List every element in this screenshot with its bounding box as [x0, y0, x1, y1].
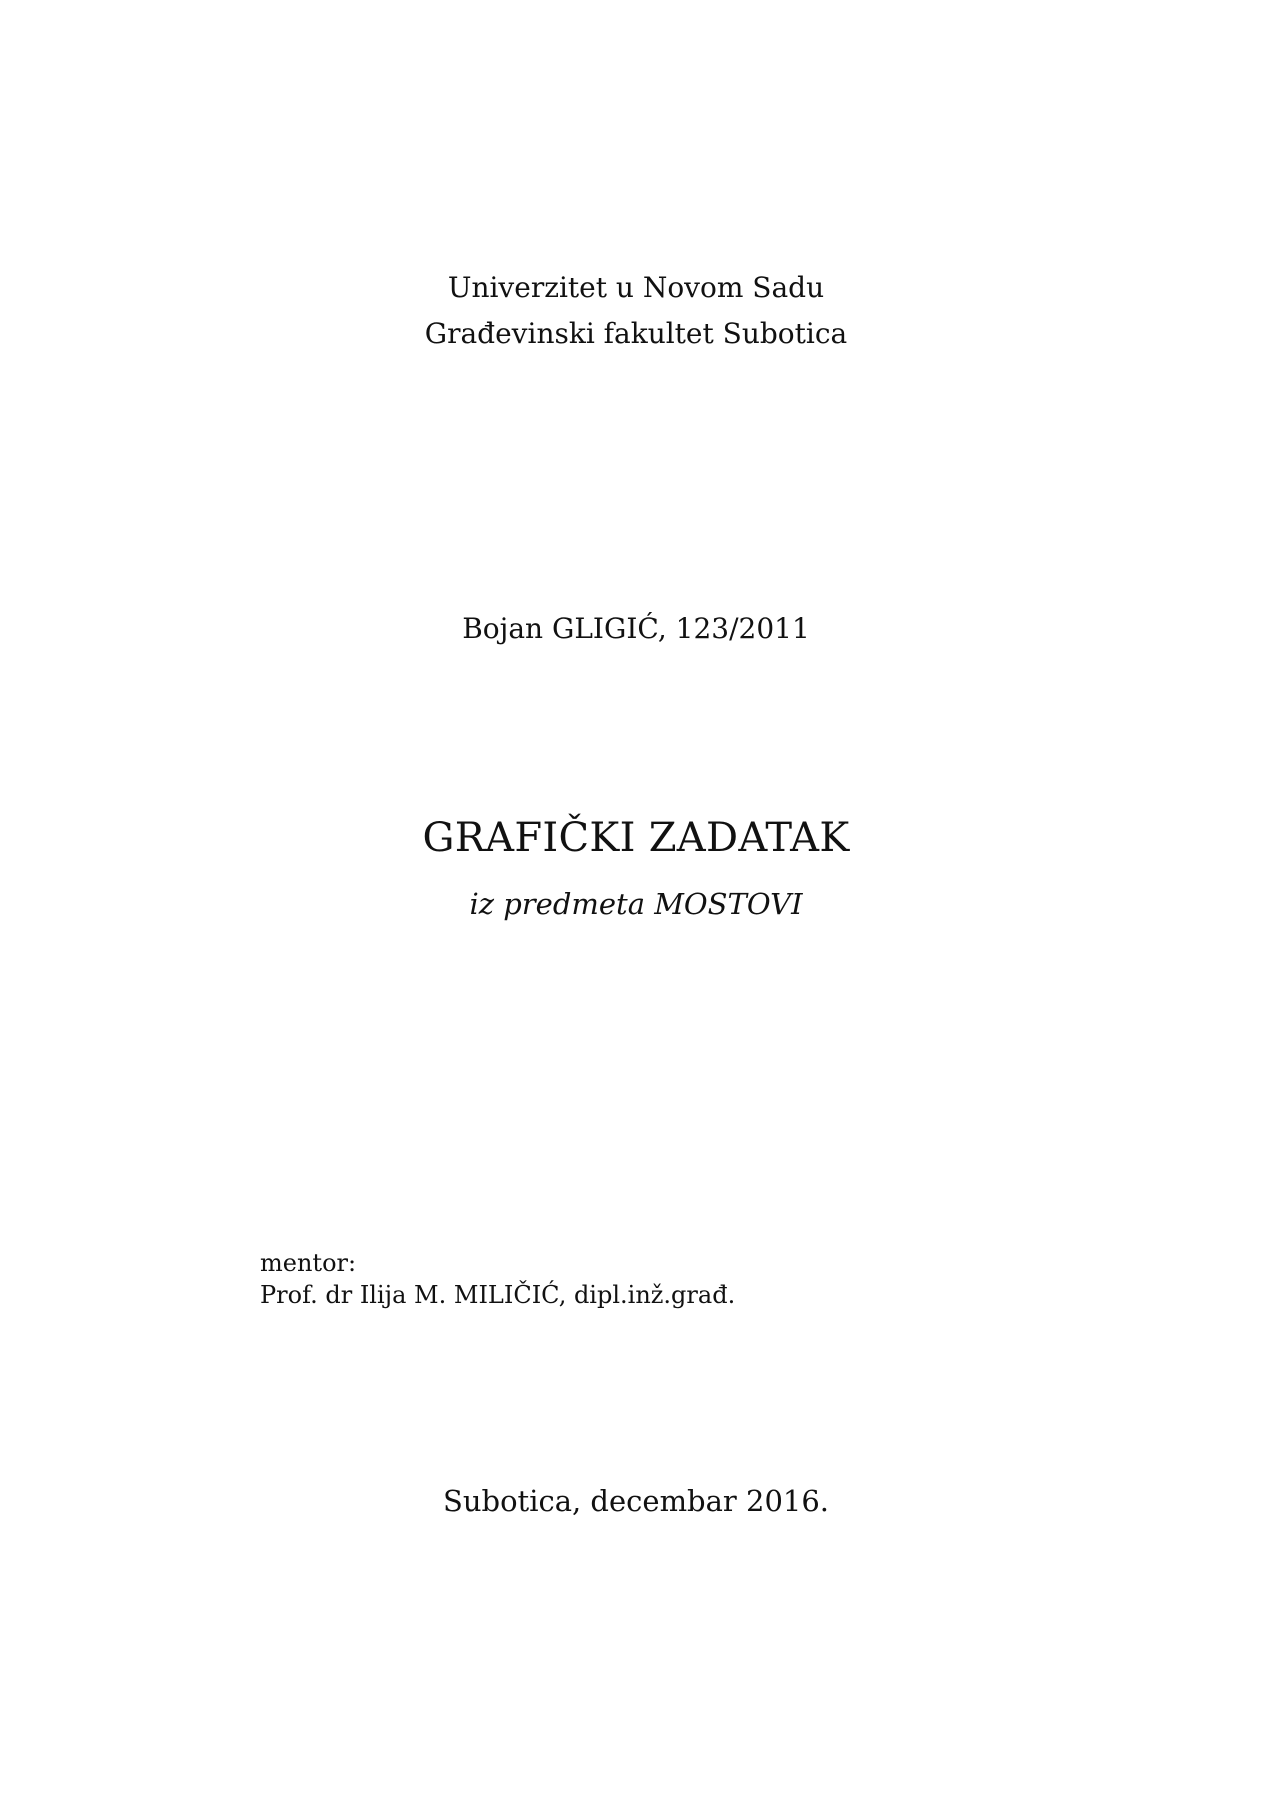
place-and-date: Subotica, decembar 2016.: [442, 1484, 830, 1518]
document-title: GRAFIČKI ZADATAK: [422, 815, 850, 861]
faculty-name: Građevinski fakultet Subotica: [424, 317, 848, 350]
university-name: Univerzitet u Novom Sadu: [447, 271, 825, 304]
mentor-block: [260, 1247, 735, 1311]
mentor-label: mentor:: [260, 1249, 357, 1277]
document-subtitle: iz predmeta MOSTOVI: [469, 887, 803, 921]
mentor-name: Prof. dr Ilija M. MILIČIĆ, dipl.inž.građ.: [260, 1281, 736, 1309]
student-name-index: Bojan GLIGIĆ, 123/2011: [462, 612, 810, 645]
